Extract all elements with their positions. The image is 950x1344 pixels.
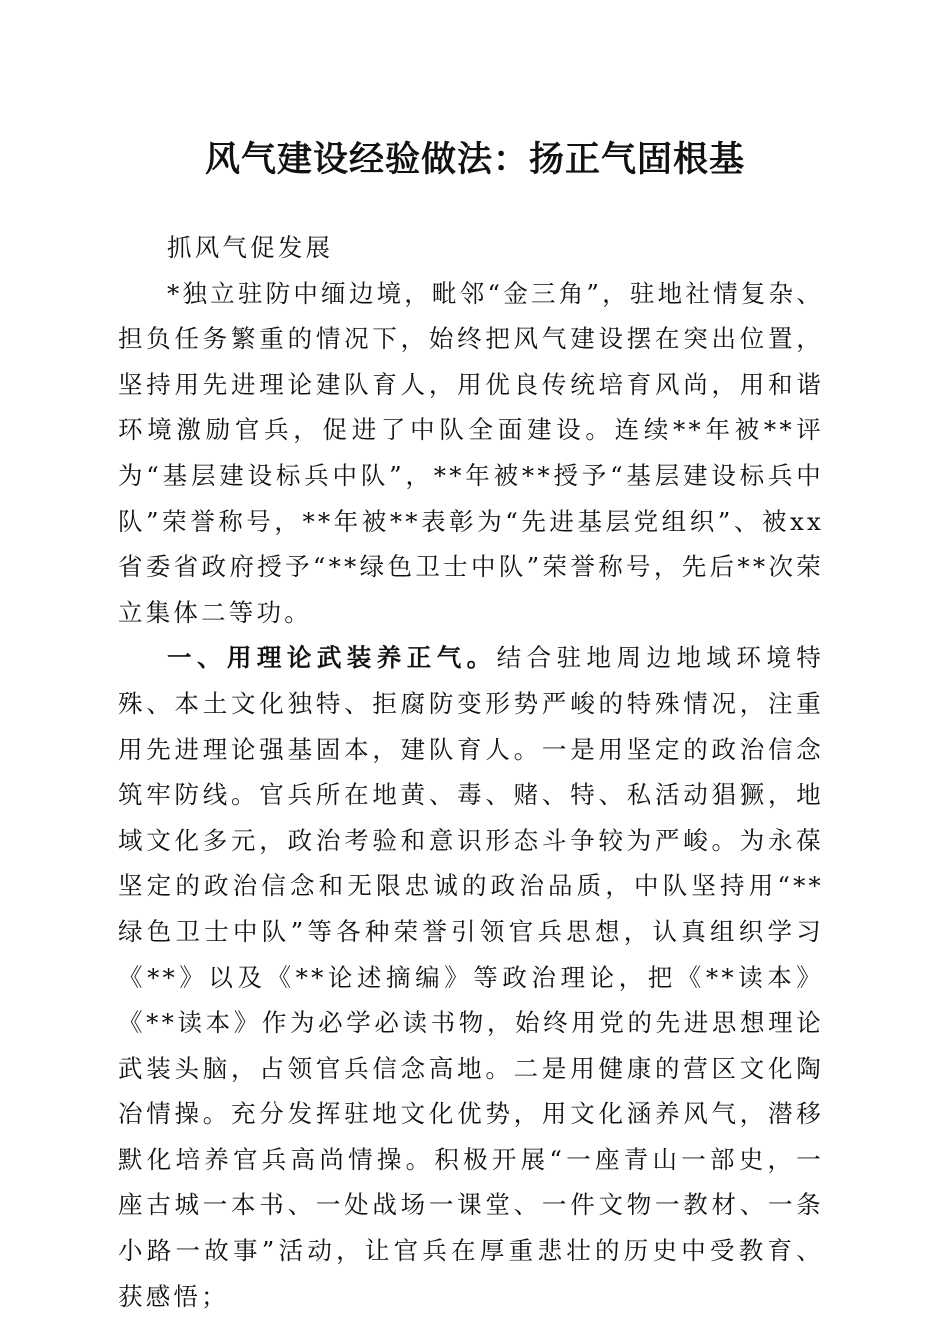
paragraph-section-1 bbox=[118, 635, 824, 1319]
subheading: 抓风气促发展 bbox=[167, 233, 334, 262]
document-body bbox=[118, 225, 824, 1319]
document-title: 风气建设经验做法：扬正气固根基 bbox=[204, 139, 745, 180]
paragraph-intro: *独立驻防中缅边境，毗邻“金三角”，驻地社情复杂、担负任务繁重的情况下，始终把风气建设摆在突出位置，坚持用先进理论建队育人，用优良传统培育风尚，用和谐环境激励官兵，促进了中队全面建设。连续**年被**评为“基层建设标兵中队”，**年被**授予“基层建设标兵中队”荣誉称号，**年被**表彰为“先进基层党组织”、被xx省委省政府授予“**绿色卫士中队”荣誉称号，先后**次荣立集体二等功。 bbox=[118, 278, 824, 627]
section-1-text: 结合驻地周边地域环境特殊、本土文化独特、拒腐防变形势严峻的特殊情况，注重用先进理论强基固本，建队育人。一是用坚定的政治信念筑牢防线。官兵所在地黄、毒、赌、特、私活动猖獗，地域文化多元，政治考验和意识形态斗争较为严峻。为永葆坚定的政治信念和无限忠诚的政治品质，中队坚持用“**绿色卫士中队”等各种荣誉引领官兵思想，认真组织学习《**》以及《**论述摘编》等政治理论，把《**读本》《**读本》作为必学必读书物，始终用党的先进思想理论武装头脑，占领官兵信念高地。二是用健康的营区文化陶冶情操。充分发挥驻地文化优势，用文化涵养风气，潜移默化培养官兵高尚情操。积极开展“一座青山一部史，一座古城一本书、一处战场一课堂、一件文物一教材、一条小路一故事”活动，让官兵在厚重悲壮的历史中受教育、获感悟； bbox=[118, 643, 825, 1311]
section-1-heading: 一、用理论武装养正气。 bbox=[167, 643, 497, 673]
